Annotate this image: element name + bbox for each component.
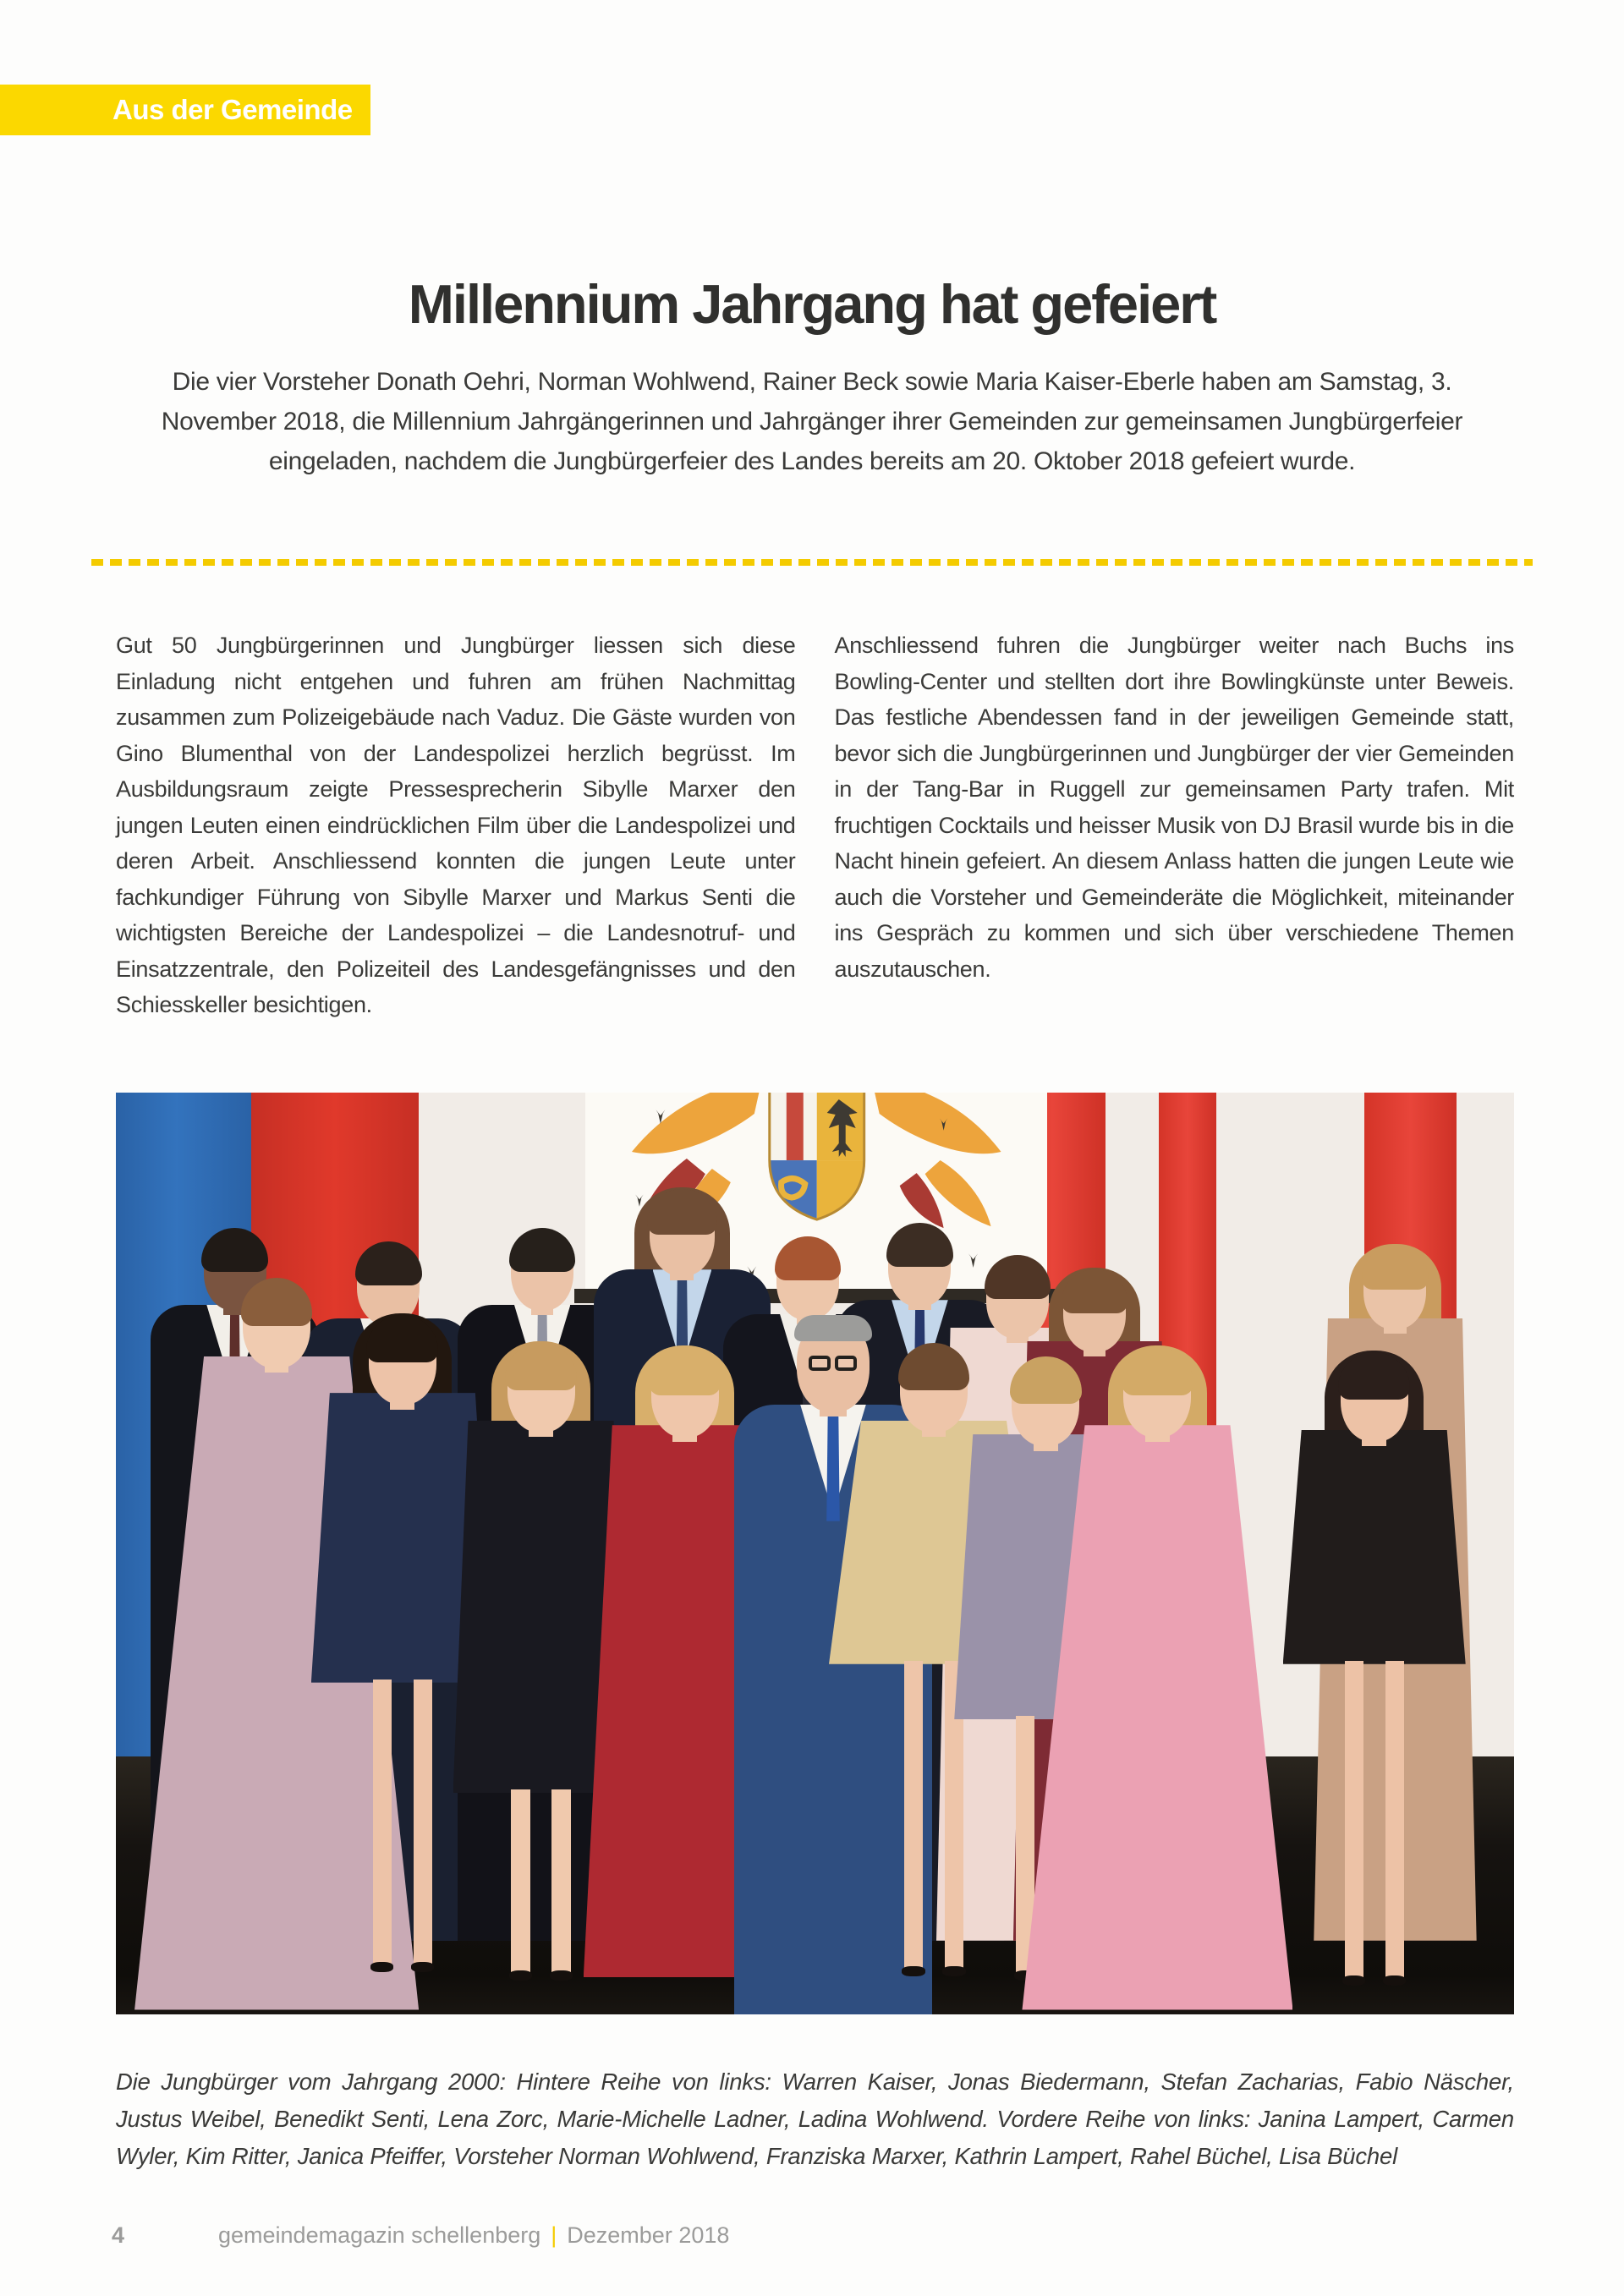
shoe — [902, 1966, 924, 1976]
shoe — [411, 1962, 434, 1972]
hair — [794, 1315, 872, 1341]
shoe — [370, 1962, 393, 1972]
glasses — [809, 1356, 831, 1370]
leg — [1345, 1661, 1363, 1982]
article-body — [116, 627, 1514, 1023]
leg — [414, 1680, 432, 1969]
shoe — [1342, 1975, 1365, 1986]
leg — [904, 1661, 923, 1973]
section-tag: Aus der Gemeinde — [0, 85, 370, 135]
page-title: Millennium Jahrgang hat gefeiert — [408, 273, 1216, 335]
leg — [1385, 1661, 1404, 1982]
footer-separator: | — [551, 2222, 557, 2248]
footer-magazine: gemeindemagazin schellenberg — [218, 2222, 541, 2248]
group-photo — [116, 1093, 1514, 2014]
footer-text — [218, 2222, 729, 2249]
shoe — [509, 1970, 532, 1981]
glasses — [835, 1356, 857, 1370]
shoe — [942, 1966, 965, 1976]
hair — [509, 1228, 575, 1272]
footer-issue: Dezember 2018 — [567, 2222, 730, 2248]
dashed-divider — [91, 559, 1533, 566]
article-intro: Die vier Vorsteher Donath Oehri, Norman Wohlwend, Rainer Beck sowie Maria Kaiser-Eberle haben am Samstag, 3. November 2018, die Millennium Jahrgängerinnen und Jahrgänger ihrer Gemeinden zur gemeinsamen Jungbürgerfeier eingeladen, nachdem die Jungbürgerfeier des Landes bereits am 20. Oktober 2018 gefeiert wurde. — [161, 368, 1463, 475]
dress — [1283, 1430, 1466, 1664]
shoe — [1383, 1975, 1406, 1986]
leg — [373, 1680, 392, 1969]
photo-caption: Die Jungbürger vom Jahrgang 2000: Hintere Reihe von links: Warren Kaiser, Jonas Biedermann, Stefan Zacharias, Fabio Näscher, Justus Weibel, Benedikt Senti, Lena Zorc, Marie-Michelle Ladner, Ladina Wohlwend. Vordere Reihe von links: Janina Lampert, Carmen Wyler, Kim Ritter, Janica Pfeiffer, Vorsteher Norman Wohlwend, Franziska Marxer, Kathrin Lampert, Rahel Büchel, Lisa Büchel — [116, 2069, 1514, 2169]
page-number: 4 — [112, 2222, 125, 2248]
article-column-right: Anschliessend fuhren die Jungbürger weiter nach Buchs ins Bowling-Center und stellten dort ihre Bowlingkünste unter Beweis. Das festliche Abendessen fand in der jeweiligen Gemeinde statt, bevor sich die Jungbürgerinnen und Jungbürger der vier Gemeinden in der Tang-Bar in Ruggell zur gemeinsamen Party trafen. Mit fruchtigen Cocktails und heisser Musik von DJ Brasil wurde bis in die Nacht hinein gefeiert. An diesem Anlass hatten die jungen Leute wie auch die Vorsteher und Gemeinderäte die Möglichkeit, miteinander ins Gespräch zu kommen und sich über verschiedene Themen auszutauschen. — [834, 633, 1514, 982]
leg — [551, 1789, 570, 1977]
shoe — [550, 1970, 573, 1981]
tie — [826, 1408, 840, 1521]
leg — [511, 1789, 529, 1977]
article-column-left: Gut 50 Jungbürgerinnen und Jungbürger liessen sich diese Einladung nicht entgehen und fuhren am frühen Nachmittag zusammen zum Polizeigebäude nach Vaduz. Die Gäste wurden von Gino Blumenthal von der Landespolizei herzlich begrüsst. Im Ausbildungsraum zeigte Pressesprecherin Sibylle Marxer den jungen Leuten einen eindrücklichen Film über die Landespolizei und deren Arbeit. Anschliessend konnten die jungen Leute unter fachkundiger Führung von Sibylle Marxer und Markus Senti die wichtigsten Bereiche der Landespolizei – die Landesnotruf- und Einsatzzentrale, den Polizeiteil des Landesgefängnisses und den Schiesskeller besichtigen. — [116, 633, 796, 1017]
